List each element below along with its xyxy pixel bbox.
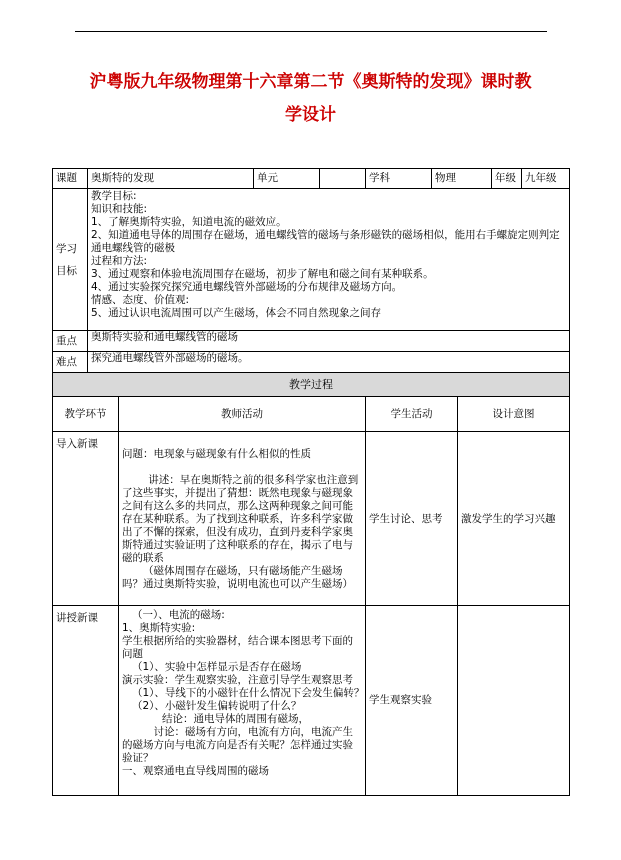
- grade-label: 年级: [492, 169, 522, 189]
- topic-label: 课题: [53, 169, 88, 189]
- header-row: [53, 169, 570, 189]
- teacher-activity-line: 1、奥斯特实验:: [122, 622, 196, 634]
- teacher-activity-line: 演示实验：学生观察实验，注意引导学生观察思考: [122, 674, 353, 686]
- goals-line: 5、通过认识电流周围可以产生磁场，体会不同自然现象之间存: [91, 307, 382, 319]
- teacher-activity-line: （1）、实验中怎样显示是否存在磁场: [132, 661, 302, 673]
- goals-line: 2、知道通电导体的周围存在磁场，通电螺线管的磁场与条形磁铁的磁场相似，能用右手螺旋定则判定通电螺线管的磁极: [91, 229, 560, 254]
- grade-value: 九年级: [522, 169, 570, 189]
- column-header-teacher: 教师活动: [119, 397, 366, 432]
- subject-value: 物理: [432, 169, 492, 189]
- subject-label: 学科: [366, 169, 432, 189]
- column-header-row: [53, 397, 570, 432]
- design-intent-cell: [458, 606, 570, 796]
- teacher-activity-line: （1）、导线下的小磁针在什么情况下会发生偏转？: [132, 687, 365, 699]
- goals-line: 3、通过观察和体验电流周围存在磁场，初步了解电和磁之间有某种联系。: [91, 268, 434, 280]
- column-header-student: 学生活动: [366, 397, 458, 432]
- difficulty-label: 难点: [53, 352, 88, 373]
- teacher-activity-line: 结论：通电导体的周围有磁场，: [162, 713, 309, 725]
- key-point-label: 重点: [53, 331, 88, 352]
- process-header-row: [53, 373, 570, 397]
- goals-row: [53, 189, 570, 331]
- student-activity-cell: 学生观察实验: [366, 606, 458, 796]
- teacher-activity-line: 一、观察通电直导线周围的磁场: [122, 765, 269, 777]
- table-row: [53, 606, 570, 796]
- teacher-activity-line: 讲述：早在奥斯特之前的很多科学家也注意到了这些事实，并提出了猜想：既然电现象与磁现象之间有这么多的共同点，那么这两种现象之间可能存在某种联系。为了找到这种联系，许多科学家做出了不懈的探索，但没有成功，直到丹麦科学家奥斯特通过实验证明了这种联系的存在，揭示了电与磁的联系: [122, 474, 359, 564]
- difficulty-value: 探究通电螺线管外部磁场的磁场。: [88, 352, 570, 373]
- goals-line: 过程和方法:: [91, 255, 148, 267]
- stage-cell: 导入新课: [53, 432, 119, 606]
- teacher-activity-line: 学生根据所给的实验器材，结合课本图思考下面的问题: [122, 635, 353, 660]
- key-point-row: [53, 331, 570, 352]
- teacher-activity-cell: [119, 606, 366, 796]
- goals-content: [88, 189, 570, 331]
- document-title-continued: 学设计: [285, 105, 336, 125]
- table-row: [53, 432, 570, 606]
- student-activity-cell: 学生讨论、思考: [366, 432, 458, 606]
- unit-label: 单元: [254, 169, 320, 189]
- process-header: 教学过程: [53, 373, 570, 397]
- column-header-stage: 教学环节: [53, 397, 119, 432]
- goals-line: 知识和技能:: [91, 203, 148, 215]
- difficulty-row: [53, 352, 570, 373]
- goals-label: 学习目标: [53, 189, 88, 331]
- lesson-plan-table: [52, 168, 570, 796]
- goals-line: 情感、态度、价值观:: [91, 294, 190, 306]
- goals-line: 教学目标:: [91, 190, 137, 202]
- teacher-activity-line: （2）、小磁针发生偏转说明了什么？: [132, 700, 302, 712]
- stage-cell: 讲授新课: [53, 606, 119, 796]
- teacher-activity-line: 讨论：磁场有方向，电流有方向，电流产生的磁场方向与电流方向是否有关呢？怎样通过实验验证？: [122, 726, 353, 764]
- teacher-activity-cell: [119, 432, 366, 606]
- unit-value: [320, 169, 366, 189]
- topic-value: 奥斯特的发现: [88, 169, 254, 189]
- teacher-activity-line: 问题：电现象与磁现象有什么相似的性质: [122, 448, 311, 460]
- top-rule: [75, 31, 547, 32]
- column-header-intent: 设计意图: [458, 397, 570, 432]
- teacher-activity-line: （一）、电流的磁场:: [132, 609, 225, 621]
- document-title: 沪粤版九年级物理第十六章第二节《奥斯特的发现》课时教: [89, 72, 532, 92]
- goals-line: 4、通过实验探究探究通电螺线管外部磁场的分布规律及磁场方向。: [91, 281, 403, 293]
- teacher-activity-line: （磁体周围存在磁场，只有磁场能产生磁场吗？通过奥斯特实验，说明电流也可以产生磁场）: [122, 565, 353, 590]
- goals-line: 1、了解奥斯特实验，知道电流的磁效应。: [91, 216, 287, 228]
- design-intent-cell: 激发学生的学习兴趣: [458, 432, 570, 606]
- key-point-value: 奥斯特实验和通电螺线管的磁场: [88, 331, 570, 352]
